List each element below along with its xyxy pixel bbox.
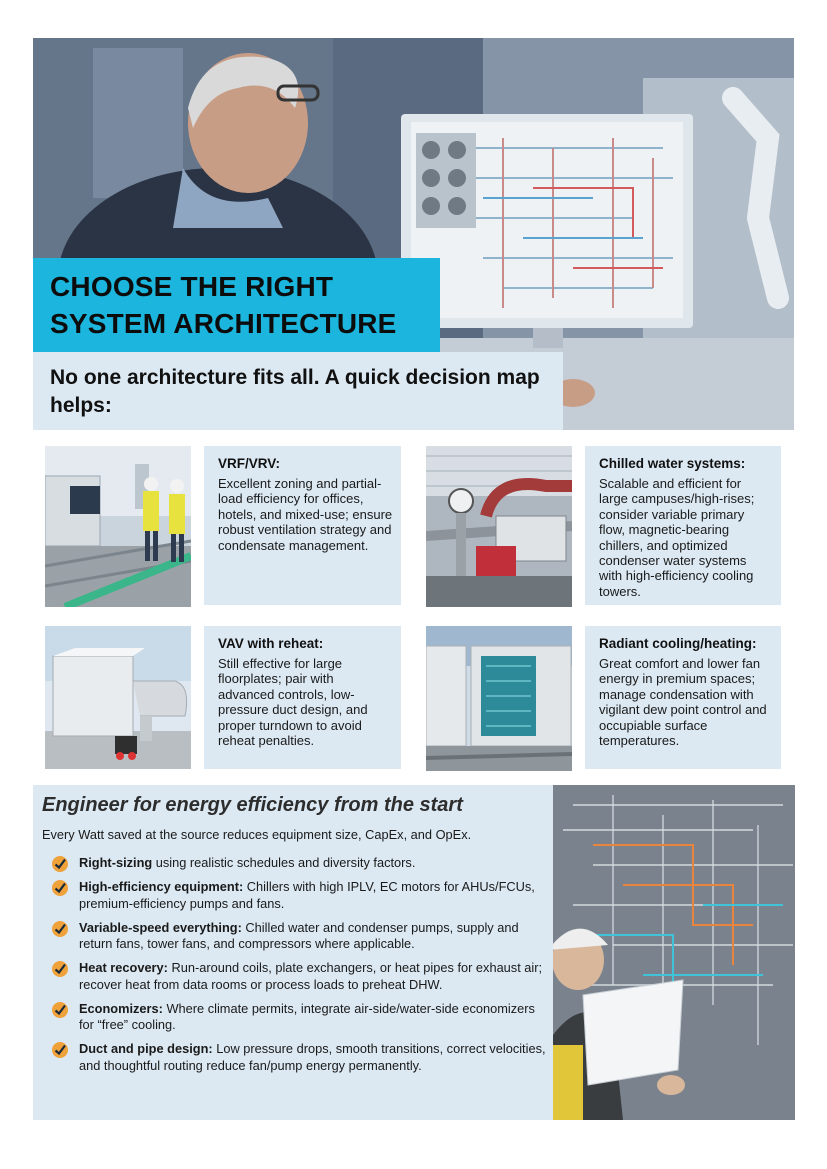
check-icon: [51, 920, 69, 938]
page-title: CHOOSE THE RIGHT SYSTEM ARCHITECTURE: [50, 271, 397, 339]
check-icon: [51, 960, 69, 978]
card-radiant: [585, 626, 781, 769]
title-banner: [33, 258, 440, 352]
check-icon: [51, 855, 69, 873]
card-title: Radiant cooling/heating:: [599, 636, 757, 651]
page-subtitle: No one architecture fits all. A quick decision map helps:: [50, 366, 540, 417]
card-body: Great comfort and lower fan energy in premium spaces; manage condensation with vigilant dew point control and occupiable surface temperatures.: [599, 656, 767, 749]
card-body: Scalable and efficient for large campuses/high-rises; consider variable primary flow, magnetic-bearing chillers, and optimized condenser water systems with high-efficiency cooling towers.: [599, 476, 755, 599]
energy-lead: Every Watt saved at the source reduces equipment size, CapEx, and OpEx.: [42, 827, 472, 842]
engineer-blueprint-photo: [553, 785, 795, 1120]
list-item: Right-sizing using realistic schedules and diversity factors.: [51, 855, 546, 872]
vrf-rooftop-photo: [45, 446, 191, 607]
card-chilled-water: [585, 446, 781, 605]
energy-heading: Engineer for energy efficiency from the start: [42, 794, 463, 816]
card-vav: [204, 626, 401, 769]
card-title: VAV with reheat:: [218, 636, 324, 651]
ahu-rooftop-photo: [45, 626, 191, 769]
list-item: Economizers: Where climate permits, integrate air-side/water-side economizers for “free” cooling.: [51, 1001, 546, 1034]
list-item: High-efficiency equipment: Chillers with high IPLV, EC motors for AHUs/FCUs, premium-efficiency pumps and fans.: [51, 879, 546, 912]
cooling-unit-photo: [426, 626, 572, 771]
card-title: Chilled water systems:: [599, 456, 746, 471]
card-title: VRF/VRV:: [218, 456, 281, 471]
check-icon: [51, 1001, 69, 1019]
list-item: Variable-speed everything: Chilled water and condenser pumps, supply and return fans, tower fans, and compressors where applicable.: [51, 920, 546, 953]
subtitle-banner: [33, 352, 563, 430]
chiller-plant-photo: [426, 446, 572, 607]
list-item: Heat recovery: Run-around coils, plate exchangers, or heat pipes for exhaust air; recover heat from data rooms or process loads to preheat DHW.: [51, 960, 546, 993]
card-vrf: [204, 446, 401, 605]
check-icon: [51, 1041, 69, 1059]
card-body: Still effective for large floorplates; pair with advanced controls, low-pressure duct design, and proper turndown to avoid reheat penalties.: [218, 656, 368, 749]
list-item: Duct and pipe design: Low pressure drops, smooth transitions, correct velocities, and thoughtful routing reduce fan/pump energy permanently.: [51, 1041, 546, 1074]
energy-list: [51, 855, 546, 1082]
check-icon: [51, 879, 69, 897]
card-body: Excellent zoning and partial-load efficiency for offices, hotels, and mixed-use; ensure robust ventilation strategy and condensate management.: [218, 476, 393, 553]
